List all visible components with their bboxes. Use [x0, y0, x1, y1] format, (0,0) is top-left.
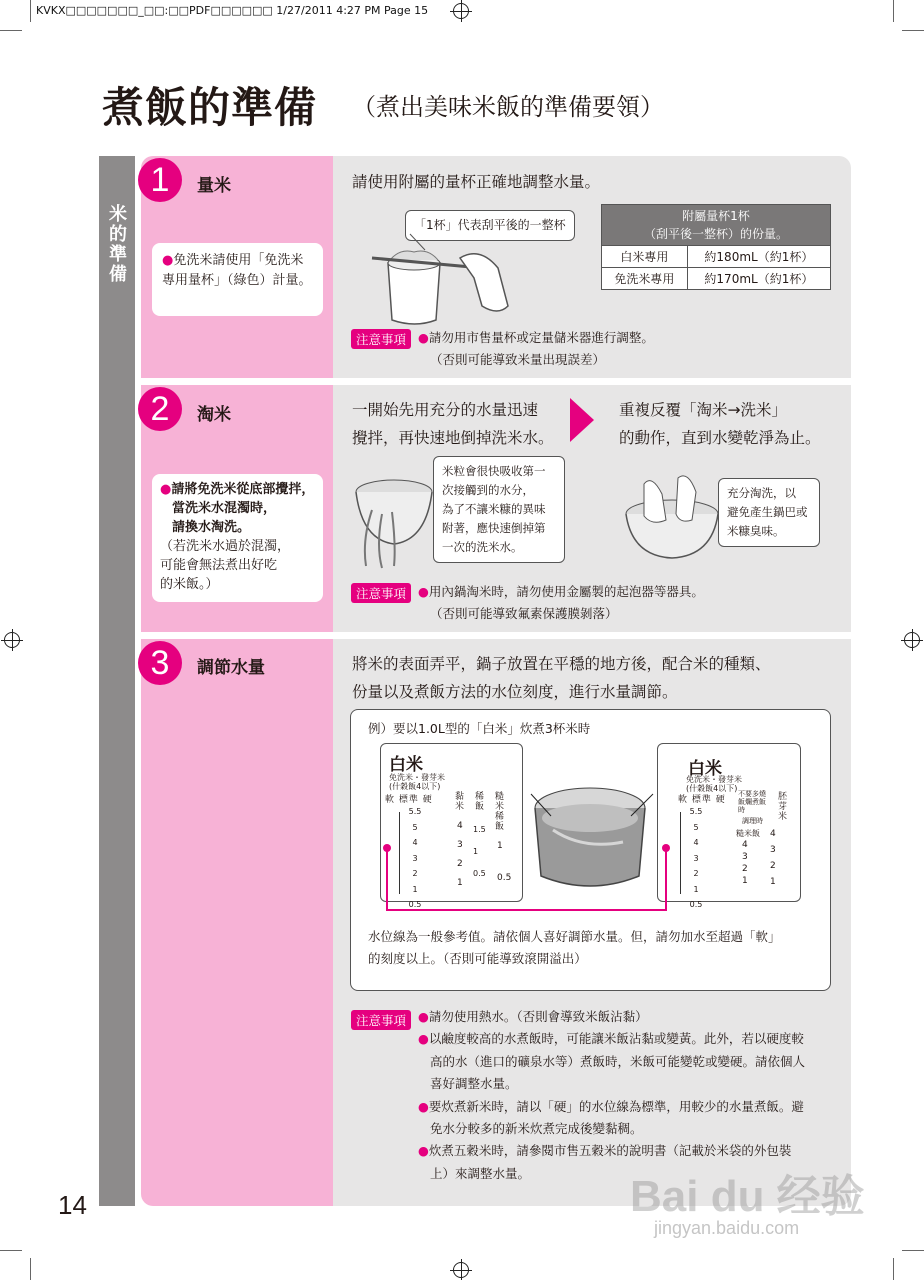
step2-label: 淘米	[197, 405, 231, 425]
step2-bubble-right: 充分淘洗，以 避免產生鍋巴或 米糠臭味。	[718, 478, 820, 547]
registration-mark-icon	[453, 1262, 469, 1278]
registration-mark-icon	[4, 632, 20, 648]
measuring-cup-illustration	[370, 228, 520, 328]
example-caption: 例）要以1.0L型的「白米」炊煮3杯米時	[368, 721, 591, 736]
step1-caution-badge: 注意事項	[351, 329, 411, 349]
watermark-url: jingyan.baidu.com	[654, 1218, 800, 1238]
next-arrow-icon	[570, 398, 594, 442]
step2-instruction-right: 重複反覆「淘米→洗米」 的動作，直到水變乾淨為止。	[619, 401, 821, 447]
bullet-icon: ●	[418, 584, 429, 599]
crop-mark	[902, 30, 924, 31]
bullet-icon: ●	[418, 1009, 429, 1024]
water-gauge-left: 白米 免洗米・發芽米 (什穀飯4以下) 軟 標準 硬 黏米 稀飯 糙米稀飯 5.5 5 4 3 2 1 0.5 4 3 2 1 1.5 1 0.5 1 0.5	[380, 743, 523, 902]
cup-capacity-table	[601, 204, 831, 290]
crop-mark	[30, 1258, 31, 1280]
bullet-icon: ●	[418, 1143, 429, 1159]
table-header: 附屬量杯1杯 （刮平後一整杯）的份量。	[602, 205, 831, 246]
section-divider	[141, 632, 851, 639]
step2-note: ●請將免洗米從底部攪拌， 當洗米水混濁時， 請換水淘洗。 （若洗米水過於混濁， 可能會無法煮出好吃 的米飯。）	[152, 474, 323, 602]
crop-mark	[0, 30, 22, 31]
step3-caution: ●請勿使用熱水。（否則會導致米飯沾黏） ●以鹼度較高的水煮飯時，可能讓米飯沾黏或變黃。此外，若以硬度較 高的水（進口的礦泉水等）煮飯時，米飯可能變乾或變硬。請依個人 喜好調整水量。 ●要炊煮新米時，請以「硬」的水位線為標準，用較少的水量煮飯。避 免水分較多的新米炊煮完成後變黏稠。 ●炊煮五穀米時，請參閱市售五穀米的說明書（記載於米袋的外包裝 上）來調整水量。	[418, 1009, 806, 1181]
step1-instruction: 請使用附屬的量杯正確地調整水量。	[352, 173, 601, 191]
step1-number-badge: 1	[138, 158, 182, 202]
gauge-title: 白米	[688, 759, 722, 779]
bullet-icon: ●	[160, 482, 172, 497]
step1-label: 量米	[197, 176, 231, 196]
step3-caution-badge: 注意事項	[351, 1010, 411, 1030]
crop-mark	[0, 1250, 22, 1251]
step1-bubble: 「1杯」代表刮平後的一整杯	[405, 210, 575, 241]
step2-number-badge: 2	[138, 387, 182, 431]
step2-bubble-left: 米粒會很快吸收第一 次接觸到的水分， 為了不讓米糠的異味 附著，應快速倒掉第 一次的洗米水。	[433, 456, 565, 563]
registration-mark-icon	[453, 3, 469, 19]
step3-instruction: 將米的表面弄平，鍋子放置在平穩的地方後，配合米的種類、 份量以及煮飯方法的水位刻度，進行水量調節。	[352, 655, 771, 701]
registration-mark-icon	[904, 632, 920, 648]
step1-note	[152, 243, 323, 316]
water-gauge-right: 白米 免洗米・發芽米 (什穀飯4以下) 軟 標準 硬 不要多燒飯爛煮飯時 胚芽米 調理時 糙米飯 5.5 5 4 3 2 1 0.5 4 3 2 1 4 3 2 1	[657, 743, 801, 902]
sidebar-label: 米的準備	[109, 204, 127, 285]
page-number: 14	[58, 1190, 87, 1220]
watermark-logo: Bai du 经验	[630, 1172, 865, 1221]
bullet-icon: ●	[418, 330, 429, 345]
step1-note-text: 免洗米請使用「免洗米專用量杯」（綠色）計量。	[162, 253, 312, 288]
washing-hands-illustration	[622, 464, 722, 560]
section-divider	[141, 378, 851, 385]
crop-mark	[893, 0, 894, 22]
step2-caution-badge: 注意事項	[351, 583, 411, 603]
gauge-title: 白米	[389, 755, 423, 775]
step2-instruction-left: 一開始先用充分的水量迅速 攪拌，再快速地倒掉洗米水。	[352, 401, 554, 447]
table-row: 免洗米專用 約170mL（約1杯）	[602, 268, 831, 290]
page-subtitle: （煮出美味米飯的準備要領）	[352, 93, 664, 121]
bullet-icon: ●	[162, 253, 174, 268]
water-note: 水位線為一般參考值。請依個人喜好調節水量。但，請勿加水至超過「軟」 的刻度以上。（否則可能導致滾開溢出）	[368, 929, 781, 966]
print-header: KVKX□□□□□□□_□□:□□PDF□□□□□□ 1/27/2011 4:27 PM Page 15	[36, 4, 429, 17]
step3-number-badge: 3	[138, 641, 182, 685]
crop-mark	[902, 1250, 924, 1251]
table-row: 白米專用 約180mL（約1杯）	[602, 246, 831, 268]
water-line-connector	[382, 840, 672, 914]
crop-mark	[30, 0, 31, 22]
step1-caution: ●請勿用市售量杯或定量儲米器進行調整。 （否則可能導致米量出現誤差）	[418, 330, 654, 367]
bullet-icon: ●	[418, 1098, 429, 1114]
rinse-pot-illustration	[352, 470, 437, 570]
sidebar-bar	[99, 156, 135, 1206]
step3-label: 調節水量	[197, 658, 265, 678]
step2-caution: ●用內鍋淘米時，請勿使用金屬製的起泡器等器具。 （否則可能導致氟素保護膜剝落）	[418, 584, 704, 621]
crop-mark	[893, 1258, 894, 1280]
bullet-icon: ●	[418, 1031, 429, 1047]
page-title: 煮飯的準備	[102, 83, 318, 132]
